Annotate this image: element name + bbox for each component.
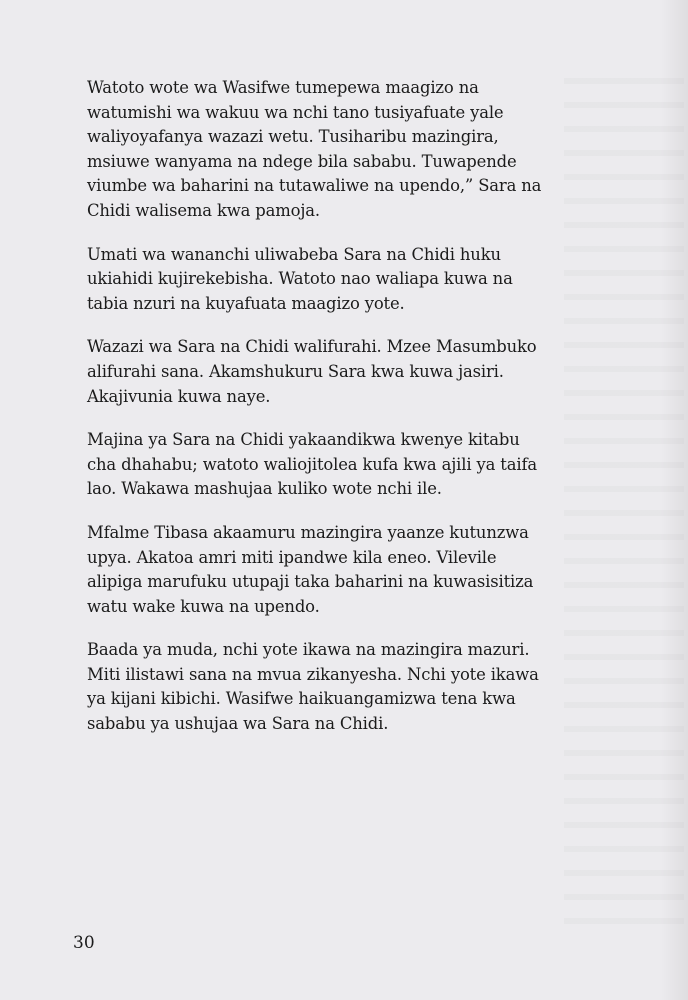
- body-text: [87, 76, 607, 756]
- paragraph-5: Mfalme Tibasa akaamuru mazingira yaanze kutunzwa upya. Akatoa amri miti ipandwe kila eneo. Vilevile alipiga marufuku utupaji taka baharini na kuwasisitiza watu wake kuwa na upendo.: [87, 522, 534, 616]
- paragraph-2: Umati wa wananchi uliwabeba Sara na Chidi huku ukiahidi kujirekebisha. Watoto nao waliapa kuwa na tabia nzuri na kuyafuata maagizo yote.: [87, 244, 513, 313]
- paragraph-1: Watoto wote wa Wasifwe tumepewa maagizo na watumishi wa wakuu wa nchi tano tusiyafuate yale waliyoyafanya wazazi wetu. Tusiharibu mazingira, msiuwe wanyama na ndege bila sababu. Tuwapende viumbe wa baharini na tutawaliwe na upendo,” Sara na Chidi walisema kwa pamoja.: [87, 78, 542, 220]
- page-number: 30: [73, 933, 95, 953]
- paragraph-4: Majina ya Sara na Chidi yakaandikwa kwenye kitabu cha dhahabu; watoto waliojitolea kufa kwa ajili ya taifa lao. Wakawa mashujaa kuliko wote nchi ile.: [87, 430, 537, 499]
- paragraph-3: Wazazi wa Sara na Chidi walifurahi. Mzee Masumbuko alifurahi sana. Akamshukuru Sara kwa kuwa jasiri. Akajivunia kuwa naye.: [87, 337, 537, 406]
- paragraph-6: Baada ya muda, nchi yote ikawa na mazingira mazuri. Miti ilistawi sana na mvua zikanyesha. Nchi yote ikawa ya kijani kibichi. Wasifwe haikuangamizwa tena kwa sababu ya ushujaa wa Sara na Chidi.: [87, 640, 539, 734]
